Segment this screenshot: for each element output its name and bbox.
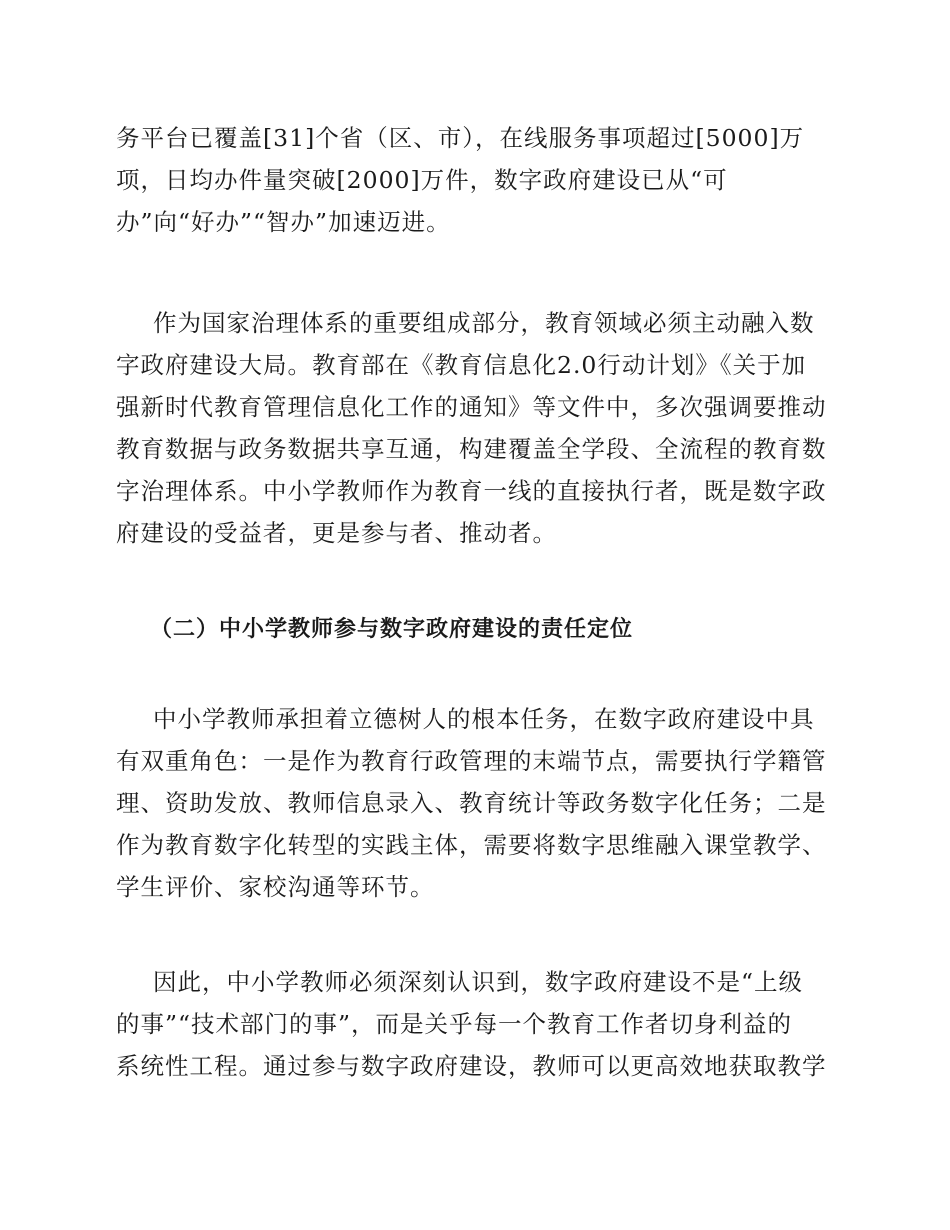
- paragraph-continued: [116, 117, 836, 243]
- text-line: 的事”“技术部门的事”，而是关乎每一个教育工作者切身利益的: [116, 1010, 793, 1038]
- text-line: 系统性工程。通过参与数字政府建设，教师可以更高效地获取教学: [116, 1052, 827, 1080]
- text-line: 作为国家治理体系的重要组成部分，教育领域必须主动融入数: [153, 309, 815, 337]
- text-line: 作为教育数字化转型的实践主体，需要将数字思维融入课堂教学、: [116, 831, 827, 859]
- text-line: 中小学教师承担着立德树人的根本任务，在数字政府建设中具: [153, 705, 815, 733]
- text-line: 学生评价、家校沟通等环节。: [116, 873, 435, 901]
- text-line: 项，日均办件量突破[2000]万件，数字政府建设已从“可: [116, 166, 728, 194]
- text-line: 强新时代教育管理信息化工作的通知》等文件中，多次强调要推动: [116, 393, 827, 421]
- text-line: 府建设的受益者，更是参与者、推动者。: [116, 519, 557, 547]
- text-line: 字政府建设大局。教育部在《教育信息化2.0行动计划》《关于加: [116, 351, 807, 379]
- section-heading: （二）中小学教师参与数字政府建设的责任定位: [150, 617, 634, 642]
- text-line: 因此，中小学教师必须深刻认识到，数字政府建设不是“上级: [153, 968, 804, 996]
- paragraph-dual-role: [116, 698, 836, 908]
- paragraph-education-integration: [116, 302, 836, 554]
- text-line: 办”向“好办”“智办”加速迈进。: [116, 208, 451, 236]
- text-line: 有双重角色：一是作为教育行政管理的末端节点，需要执行学籍管: [116, 747, 827, 775]
- text-line: 字治理体系。中小学教师作为教育一线的直接执行者，既是数字政: [116, 477, 827, 505]
- text-line: 理、资助发放、教师信息录入、教育统计等政务数字化任务；二是: [116, 789, 827, 817]
- text-line: 务平台已覆盖[31]个省（区、市），在线服务事项超过[5000]万: [116, 124, 805, 152]
- text-line: 教育数据与政务数据共享互通，构建覆盖全学段、全流程的教育数: [116, 435, 827, 463]
- paragraph-conclusion: [116, 961, 836, 1087]
